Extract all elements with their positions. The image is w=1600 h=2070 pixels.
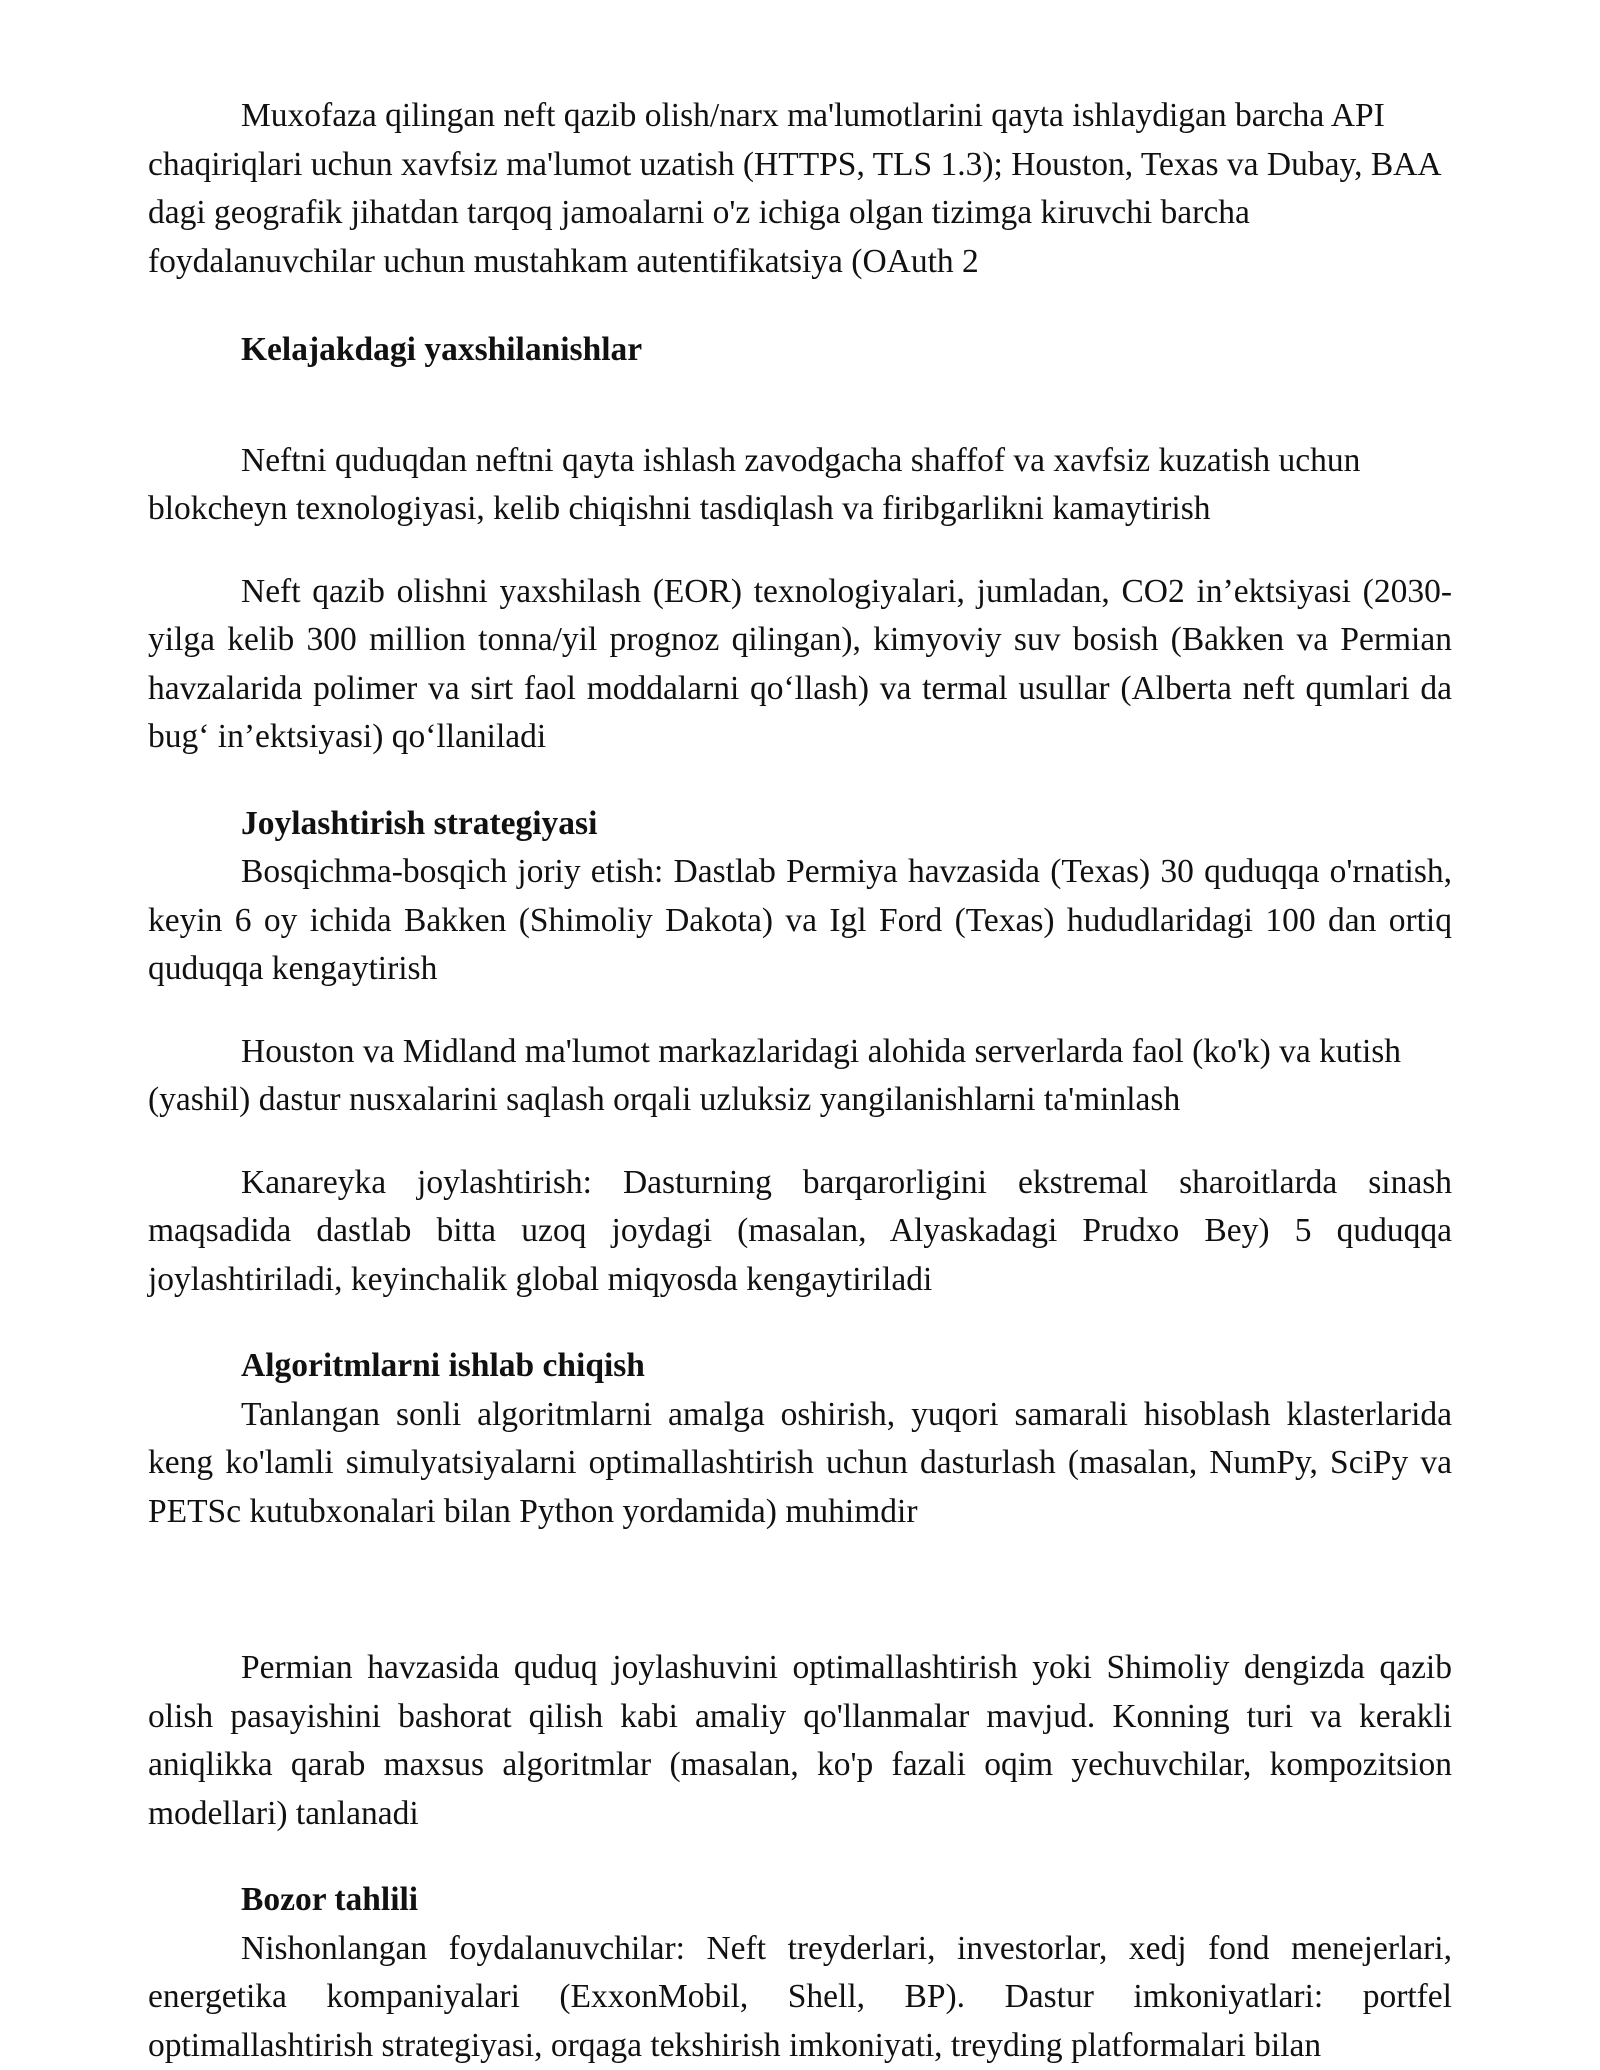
paragraph-phased-rollout: Bosqichma-bosqich joriy etish: Dastlab Permiya havzasida (Texas) 30 quduqqa o'rnatish, keyin 6 oy ichida Bakken (Shimoliy Dakota) va Igl Ford (Texas) hududlaridagi 100 dan ortiq quduqqa kengaytirish [148,853,1452,987]
heading-deployment-strategy: Joylashtirish strategiyasi [241,804,598,842]
heading-market-analysis: Bozor tahlili [241,1881,419,1918]
paragraph-blue-green: Houston va Midland ma'lumot markazlaridagi alohida serverlarda faol (ko'k) va kutish (yashil) dastur nusxalarini saqlash orqali uzluksiz yangilanishlarni ta'minlash [148,1032,1402,1118]
paragraph-canary: Kanareyka joylashtirish: Dasturning barqarorligini ekstremal sharoitlarda sinash maqsadida dastlab bitta uzoq joydagi (masalan, Alyaskadagi Prudxo Bey) 5 quduqqa joylashtiriladi, keyinchalik global miqyosda kengaytiriladi [148,1163,1452,1298]
paragraph-applications: Permian havzasida quduq joylashuvini optimallashtirish yoki Shimoliy dengizda qazib olish pasayishini bashorat qilish kabi amaliy qo'llanmalar mavjud. Konning turi va kerakli aniqlikka qarab maxsus algoritmlar (masalan, ko'p fazali oqim yechuvchilar, kompozitsion modellari) tanlanadi [148,1649,1452,1832]
paragraph-secure-transfer: Muxofaza qilingan neft qazib olish/narx ma'lumotlarini qayta ishlaydigan barcha API chaqiriqlari uchun xavfsiz ma'lumot uzatish (HTTPS, TLS 1.3); Houston, Texas va Dubay, BAA dagi geografik jihatdan tarqoq jamoalarni o'z ichiga olgan tizimga kiruvchi barcha foydalanuvchilar uchun mustahkam autentifikatsiya (OAuth 2 [148,97,1440,280]
paragraph-numerical-algorithms: Tanlangan sonli algoritmlarni amalga oshirish, yuqori samarali hisoblash klasterlarida keng ko'lamli simulyatsiyalarni optimallashtirish uchun dasturlash (masalan, NumPy, SciPy va PETSc kutubxonalari bilan Python yordamida) muhimdir [148,1395,1452,1530]
paragraph-blockchain: Neftni quduqdan neftni qayta ishlash zavodgacha shaffof va xavfsiz kuzatish uchun blokcheyn texnologiyasi, kelib chiqishni tasdiqlash va firibgarlikni kamaytirish [148,441,1361,527]
heading-future-improvements: Kelajakdagi yaxshilanishlar [241,331,643,368]
paragraph-target-users: Nishonlangan foydalanuvchilar: Neft treyderlari, investorlar, xedj fond menejerlari, energetika kompaniyalari (ExxonMobil, Shell, BP). Dastur imkoniyatlari: portfel optimallashtirish strategiyasi, orqaga tekshirish imkoniyati, treyding platformalari bilan [148,1929,1452,2064]
heading-algorithm-development: Algoritmlarni ishlab chiqish [241,1347,645,1384]
paragraph-eor: Neft qazib olishni yaxshilash (EOR) texnologiyalari, jumladan, CO2 in’ektsiyasi (2030-yilga kelib 300 million tonna/yil prognoz qilingan), kimyoviy suv bosish (Bakken va Permian havzalarida polimer va sirt faol moddalarni qo‘llash) va termal usullar (Alberta neft qumlari da bug‘ in’ektsiyasi) qo‘llaniladi [148,572,1452,755]
